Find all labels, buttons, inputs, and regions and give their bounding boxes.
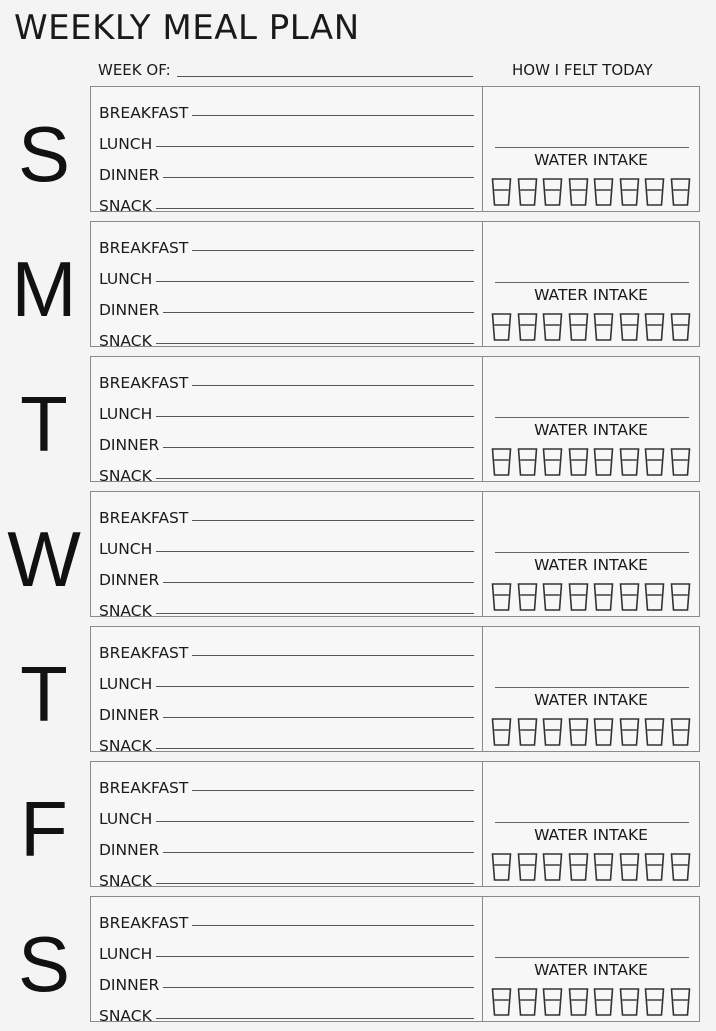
felt-input-line[interactable]	[495, 687, 689, 688]
page-title: WEEKLY MEAL PLAN	[14, 8, 360, 48]
water-intake-label: WATER INTAKE	[534, 826, 648, 844]
meal-row	[99, 828, 474, 859]
water-intake-label: WATER INTAKE	[534, 151, 648, 169]
water-glass-icon[interactable]	[670, 582, 691, 612]
water-glasses	[491, 177, 691, 207]
day-letter: W	[7, 515, 81, 603]
meal-input-line[interactable]	[156, 416, 474, 417]
water-glass-icon[interactable]	[644, 312, 665, 342]
felt-input-line[interactable]	[495, 957, 689, 958]
water-glass-icon[interactable]	[593, 852, 614, 882]
water-glass-icon[interactable]	[670, 312, 691, 342]
meal-input-line[interactable]	[163, 582, 474, 583]
day-panel	[90, 626, 700, 755]
meal-row	[99, 932, 474, 963]
meal-input-line[interactable]	[156, 1018, 474, 1019]
day-letter: T	[20, 650, 68, 738]
meal-row	[99, 288, 474, 319]
water-glass-icon[interactable]	[644, 582, 665, 612]
meal-row	[99, 558, 474, 589]
meal-input-line[interactable]	[163, 447, 474, 448]
water-glass-icon[interactable]	[517, 447, 538, 477]
meal-row	[99, 693, 474, 724]
water-glass-icon[interactable]	[491, 312, 512, 342]
day-letter: F	[20, 785, 68, 873]
water-glass-icon[interactable]	[568, 987, 589, 1017]
meal-label: LUNCH	[99, 540, 153, 558]
meal-input-line[interactable]	[156, 956, 474, 957]
water-glass-icon[interactable]	[568, 582, 589, 612]
water-glass-icon[interactable]	[542, 177, 563, 207]
day-section	[0, 491, 716, 626]
meal-input-line[interactable]	[192, 385, 474, 386]
day-panel	[90, 221, 700, 350]
meal-label: DINNER	[99, 706, 160, 724]
meal-label: BREAKFAST	[99, 644, 189, 662]
water-glass-icon[interactable]	[491, 447, 512, 477]
meal-label: BREAKFAST	[99, 914, 189, 932]
water-glass-icon[interactable]	[619, 447, 640, 477]
meal-row	[99, 454, 474, 485]
meal-label: SNACK	[99, 467, 152, 485]
water-glass-icon[interactable]	[542, 447, 563, 477]
water-glass-icon[interactable]	[619, 582, 640, 612]
day-panel	[90, 491, 700, 620]
meal-label: SNACK	[99, 332, 152, 350]
meal-row	[99, 122, 474, 153]
meal-label: SNACK	[99, 197, 152, 215]
meal-label: BREAKFAST	[99, 104, 189, 122]
water-intake-label: WATER INTAKE	[534, 961, 648, 979]
week-of-input-line[interactable]	[177, 62, 473, 77]
water-glasses	[491, 582, 691, 612]
meal-input-line[interactable]	[163, 717, 474, 718]
meal-input-line[interactable]	[163, 987, 474, 988]
water-glass-icon[interactable]	[568, 177, 589, 207]
feelings-water-column	[483, 627, 699, 751]
water-glass-icon[interactable]	[491, 582, 512, 612]
meal-row	[99, 901, 474, 932]
meals-column	[91, 492, 483, 620]
meal-input-line[interactable]	[156, 686, 474, 687]
meal-row	[99, 589, 474, 620]
water-glass-icon[interactable]	[644, 447, 665, 477]
water-glass-icon[interactable]	[619, 312, 640, 342]
meal-label: LUNCH	[99, 405, 153, 423]
day-letter: S	[17, 110, 71, 198]
water-glasses	[491, 447, 691, 477]
meal-label: BREAKFAST	[99, 509, 189, 527]
meal-row	[99, 859, 474, 890]
water-glass-icon[interactable]	[568, 852, 589, 882]
water-glass-icon[interactable]	[593, 987, 614, 1017]
meal-label: DINNER	[99, 166, 160, 184]
how-i-felt-header: HOW I FELT TODAY	[512, 61, 653, 79]
meal-row	[99, 797, 474, 828]
meal-label: DINNER	[99, 436, 160, 454]
week-of-label: WEEK OF:	[98, 61, 171, 79]
meal-row	[99, 91, 474, 122]
meal-label: SNACK	[99, 1007, 152, 1025]
day-section	[0, 761, 716, 896]
meal-input-line[interactable]	[156, 613, 474, 614]
water-glass-icon[interactable]	[670, 852, 691, 882]
water-intake-label: WATER INTAKE	[534, 286, 648, 304]
water-glass-icon[interactable]	[542, 852, 563, 882]
meal-input-line[interactable]	[156, 208, 474, 209]
water-glass-icon[interactable]	[670, 987, 691, 1017]
water-glass-icon[interactable]	[593, 312, 614, 342]
water-glass-icon[interactable]	[517, 312, 538, 342]
water-glass-icon[interactable]	[491, 717, 512, 747]
meals-column	[91, 87, 483, 215]
meal-input-line[interactable]	[156, 821, 474, 822]
meal-label: BREAKFAST	[99, 779, 189, 797]
water-glass-icon[interactable]	[644, 177, 665, 207]
water-glass-icon[interactable]	[542, 312, 563, 342]
water-glass-icon[interactable]	[670, 177, 691, 207]
meal-input-line[interactable]	[156, 551, 474, 552]
feelings-water-column	[483, 87, 699, 211]
feelings-water-column	[483, 222, 699, 346]
meal-label: LUNCH	[99, 270, 153, 288]
day-panel	[90, 896, 700, 1025]
meal-row	[99, 184, 474, 215]
day-letter: M	[11, 245, 77, 333]
meal-input-line[interactable]	[156, 146, 474, 147]
meal-label: LUNCH	[99, 945, 153, 963]
meals-column	[91, 897, 483, 1025]
water-glass-icon[interactable]	[568, 312, 589, 342]
day-letter: S	[17, 920, 71, 1008]
meal-row	[99, 963, 474, 994]
meal-label: BREAKFAST	[99, 239, 189, 257]
meal-row	[99, 631, 474, 662]
meal-row	[99, 361, 474, 392]
meal-row	[99, 724, 474, 755]
meal-row	[99, 496, 474, 527]
meal-input-line[interactable]	[156, 281, 474, 282]
meal-label: DINNER	[99, 571, 160, 589]
meal-label: SNACK	[99, 872, 152, 890]
day-letter: T	[20, 380, 68, 468]
water-glass-icon[interactable]	[644, 852, 665, 882]
meal-input-line[interactable]	[156, 478, 474, 479]
meal-input-line[interactable]	[192, 655, 474, 656]
water-glass-icon[interactable]	[568, 447, 589, 477]
water-glass-icon[interactable]	[542, 717, 563, 747]
meal-input-line[interactable]	[156, 883, 474, 884]
meal-label: SNACK	[99, 737, 152, 755]
water-glass-icon[interactable]	[517, 177, 538, 207]
water-glasses	[491, 852, 691, 882]
water-glass-icon[interactable]	[644, 717, 665, 747]
water-glass-icon[interactable]	[517, 582, 538, 612]
meal-row	[99, 226, 474, 257]
day-section	[0, 86, 716, 221]
felt-input-line[interactable]	[495, 147, 689, 148]
water-glass-icon[interactable]	[491, 987, 512, 1017]
day-section	[0, 626, 716, 761]
water-glass-icon[interactable]	[568, 717, 589, 747]
meal-input-line[interactable]	[163, 312, 474, 313]
water-glass-icon[interactable]	[491, 177, 512, 207]
meal-row	[99, 527, 474, 558]
meal-row	[99, 392, 474, 423]
water-glass-icon[interactable]	[542, 987, 563, 1017]
water-glass-icon[interactable]	[593, 177, 614, 207]
meal-label: DINNER	[99, 301, 160, 319]
water-glass-icon[interactable]	[517, 987, 538, 1017]
felt-input-line[interactable]	[495, 822, 689, 823]
water-glass-icon[interactable]	[491, 852, 512, 882]
meal-label: DINNER	[99, 841, 160, 859]
meal-input-line[interactable]	[163, 852, 474, 853]
water-glass-icon[interactable]	[517, 717, 538, 747]
water-glass-icon[interactable]	[517, 852, 538, 882]
water-glass-icon[interactable]	[593, 717, 614, 747]
meals-column	[91, 222, 483, 350]
feelings-water-column	[483, 492, 699, 616]
day-panel	[90, 86, 700, 215]
water-glass-icon[interactable]	[619, 852, 640, 882]
water-glass-icon[interactable]	[644, 987, 665, 1017]
meal-label: BREAKFAST	[99, 374, 189, 392]
water-glass-icon[interactable]	[670, 447, 691, 477]
felt-input-line[interactable]	[495, 417, 689, 418]
water-glass-icon[interactable]	[593, 582, 614, 612]
day-panel	[90, 761, 700, 890]
days-container	[0, 86, 716, 1031]
feelings-water-column	[483, 897, 699, 1021]
meal-row	[99, 662, 474, 693]
day-section	[0, 356, 716, 491]
water-glasses	[491, 312, 691, 342]
felt-input-line[interactable]	[495, 282, 689, 283]
meal-row	[99, 257, 474, 288]
meal-input-line[interactable]	[192, 925, 474, 926]
meal-row	[99, 423, 474, 454]
meal-row	[99, 994, 474, 1025]
meal-row	[99, 319, 474, 350]
meal-label: DINNER	[99, 976, 160, 994]
felt-input-line[interactable]	[495, 552, 689, 553]
water-glass-icon[interactable]	[619, 177, 640, 207]
feelings-water-column	[483, 357, 699, 481]
meals-column	[91, 762, 483, 890]
meal-input-line[interactable]	[192, 520, 474, 521]
meal-input-line[interactable]	[156, 748, 474, 749]
meals-column	[91, 357, 483, 485]
water-intake-label: WATER INTAKE	[534, 691, 648, 709]
day-panel	[90, 356, 700, 485]
water-intake-label: WATER INTAKE	[534, 556, 648, 574]
meal-input-line[interactable]	[163, 177, 474, 178]
water-glass-icon[interactable]	[619, 987, 640, 1017]
day-section	[0, 896, 716, 1031]
meal-label: LUNCH	[99, 675, 153, 693]
meal-row	[99, 153, 474, 184]
week-of-row	[98, 61, 473, 79]
water-glass-icon[interactable]	[593, 447, 614, 477]
meal-input-line[interactable]	[156, 343, 474, 344]
day-section	[0, 221, 716, 356]
meal-input-line[interactable]	[192, 115, 474, 116]
meal-label: LUNCH	[99, 810, 153, 828]
meal-row	[99, 766, 474, 797]
water-intake-label: WATER INTAKE	[534, 421, 648, 439]
meal-input-line[interactable]	[192, 790, 474, 791]
meals-column	[91, 627, 483, 755]
meal-input-line[interactable]	[192, 250, 474, 251]
water-glasses	[491, 717, 691, 747]
water-glasses	[491, 987, 691, 1017]
water-glass-icon[interactable]	[670, 717, 691, 747]
water-glass-icon[interactable]	[619, 717, 640, 747]
water-glass-icon[interactable]	[542, 582, 563, 612]
meal-label: SNACK	[99, 602, 152, 620]
meal-label: LUNCH	[99, 135, 153, 153]
feelings-water-column	[483, 762, 699, 886]
